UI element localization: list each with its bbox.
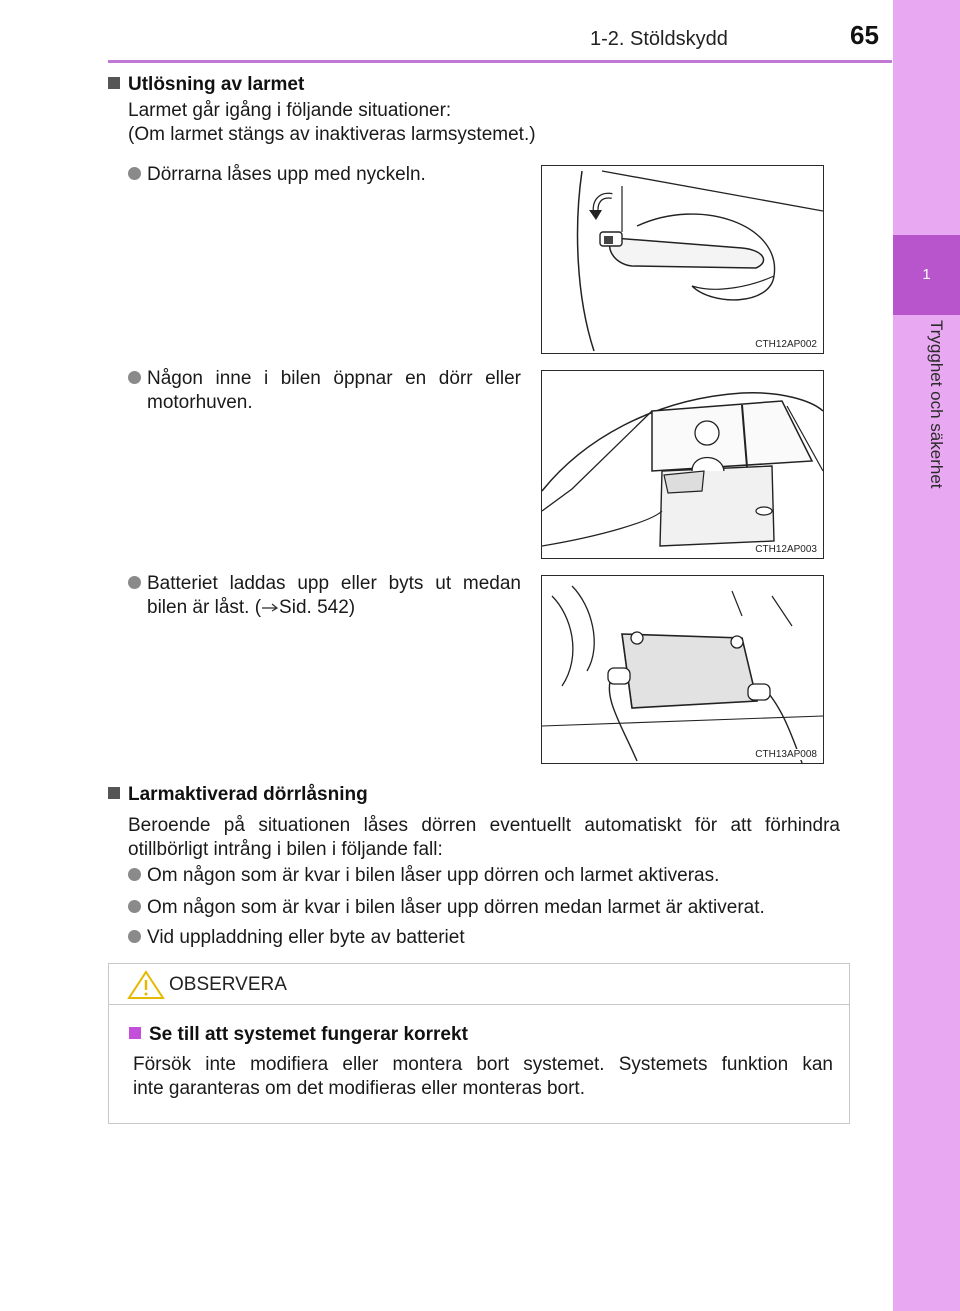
square-bullet-icon (108, 787, 120, 799)
bullet-text: Om någon som är kvar i bilen låser upp dörren medan larmet är aktiverat. (147, 897, 765, 918)
car-interior-illustration (542, 371, 823, 558)
caution-heading-text: Se till att systemet fungerar korrekt (149, 1024, 468, 1045)
bullet-text: Vid uppladdning eller byte av batteriet (147, 927, 465, 948)
circle-bullet-icon (128, 930, 141, 943)
figure-battery-replacement (541, 575, 824, 764)
bullet-text-continued: motorhuven. (147, 392, 253, 413)
intro-line: Beroende på situationen låses dörren eventuellt automatiskt för att förhindra (128, 815, 840, 836)
section-heading-text: Larmaktiverad dörrlåsning (128, 784, 368, 805)
section-heading-alarm-door-lock (108, 784, 368, 806)
intro-line: Larmet går igång i följande situationer: (128, 100, 452, 121)
intro-line: (Om larmet stängs av inaktiveras larmsystemet.) (128, 124, 536, 145)
caution-text: inte garanteras om det modifieras eller monteras bort. (133, 1078, 585, 1099)
circle-bullet-icon (128, 868, 141, 881)
circle-bullet-icon (128, 167, 141, 180)
square-bullet-icon (129, 1027, 141, 1039)
bullet-item (128, 163, 426, 187)
page-number: 65 (850, 20, 879, 50)
caution-box (108, 963, 850, 1124)
chapter-tab-label (893, 320, 960, 540)
section-heading-text: Utlösning av larmet (128, 74, 305, 95)
caution-title: OBSERVERA (169, 974, 287, 995)
bullet-item (128, 367, 521, 391)
intro-line: otillbörligt intrång i bilen i följande fall: (128, 839, 443, 860)
figure-code: CTH13AP008 (755, 749, 817, 760)
warning-triangle-icon (127, 970, 165, 1005)
bullet-item (128, 926, 465, 950)
figure-person-opening-door (541, 370, 824, 559)
bullet-text: Någon inne i bilen öppnar en dörr eller (147, 368, 521, 389)
section-title: 1-2. Stöldskydd (590, 28, 728, 50)
battery-illustration (542, 576, 823, 763)
header-rule (108, 60, 892, 63)
bullet-text: Om någon som är kvar i bilen låser upp dörren och larmet aktiveras. (147, 865, 720, 886)
bullet-item (128, 572, 521, 596)
circle-bullet-icon (128, 576, 141, 589)
chapter-tab-number[interactable]: 1 (893, 235, 960, 315)
chapter-tab-label-text: Trygghet och säkerhet (927, 320, 946, 489)
side-tab (893, 0, 960, 1311)
arrow-right-icon (261, 597, 279, 618)
bullet-text-continued (147, 596, 355, 620)
figure-code: CTH12AP003 (755, 544, 817, 555)
circle-bullet-icon (128, 371, 141, 384)
page-reference-link[interactable]: Sid. 542) (279, 597, 356, 618)
bullet-text: bilen är låst. ( (147, 597, 262, 618)
door-handle-illustration (542, 166, 823, 353)
section-heading-alarm-trigger (108, 74, 304, 96)
figure-code: CTH12AP002 (755, 339, 817, 350)
bullet-text: Batteriet laddas upp eller byts ut medan (147, 573, 521, 594)
circle-bullet-icon (128, 900, 141, 913)
figure-door-key-unlock (541, 165, 824, 354)
caution-heading (129, 1024, 468, 1046)
square-bullet-icon (108, 77, 120, 89)
caution-header (109, 964, 849, 1005)
caution-text: Försök inte modifiera eller montera bort systemet. Systemets funktion kan (133, 1054, 833, 1075)
bullet-item (128, 864, 719, 888)
bullet-text: Dörrarna låses upp med nyckeln. (147, 164, 426, 185)
bullet-item (128, 896, 765, 920)
